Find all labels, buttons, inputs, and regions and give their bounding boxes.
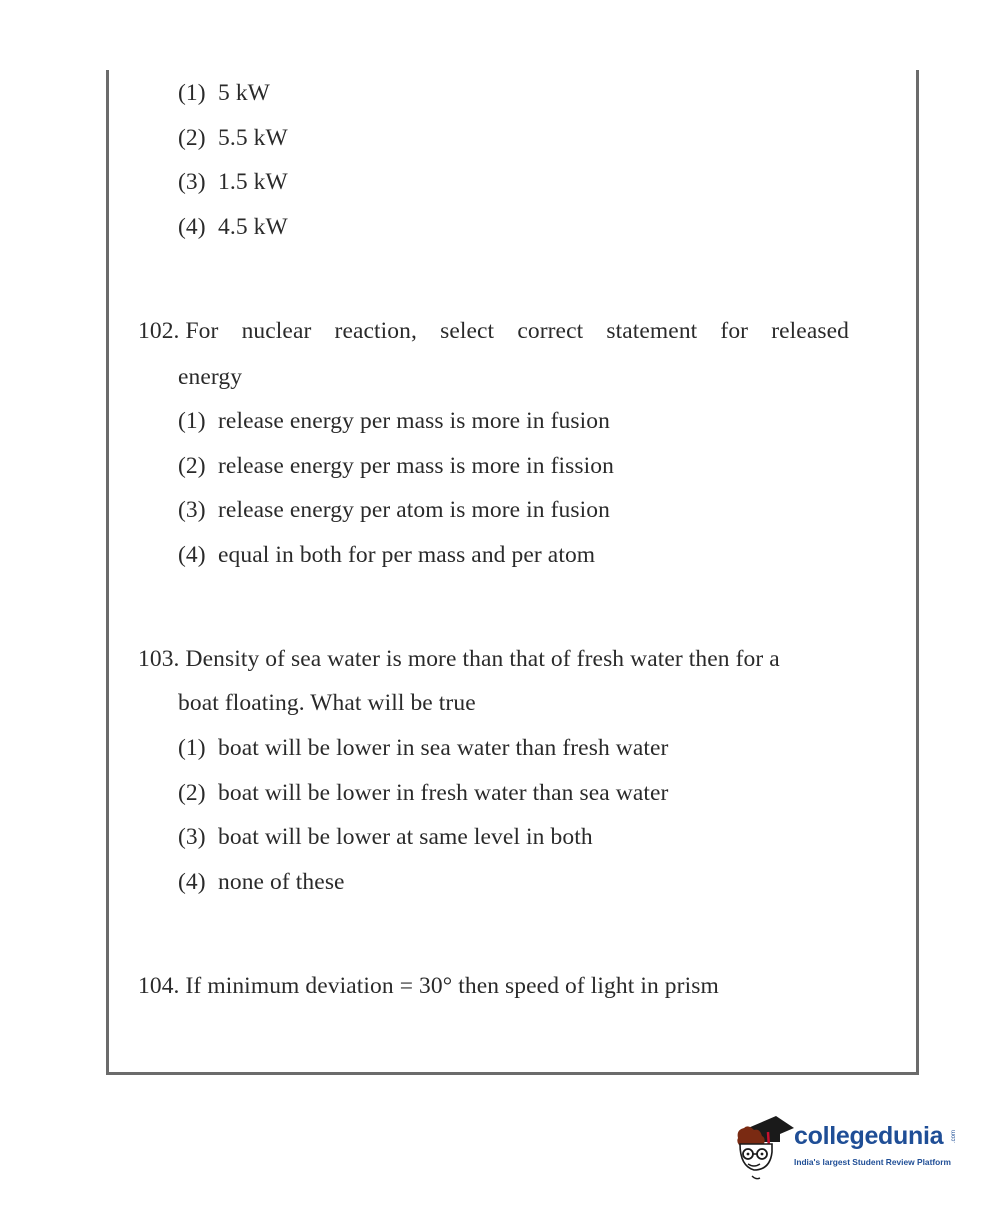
q102-stem-line2: energy: [178, 364, 243, 390]
brand-name: collegedunia: [794, 1122, 944, 1150]
q103-stem-line1: 103. Density of sea water is more than that of fresh water then for a: [138, 646, 780, 672]
collegedunia-logo[interactable]: [732, 1108, 962, 1184]
brand-dotcom: .com: [951, 1130, 957, 1144]
q101-option-1: (1) 5 kW: [178, 80, 270, 106]
q103-stem-line2: boat floating. What will be true: [178, 690, 476, 716]
q103-option-3: (3) boat will be lower at same level in both: [178, 824, 593, 850]
q103-option-4: (4) none of these: [178, 869, 345, 895]
q101-option-3: (3) 1.5 kW: [178, 169, 288, 195]
q102-stem-line1: 102. For nuclear reaction, select correct statement for released: [138, 318, 849, 344]
mascot-icon: [732, 1108, 794, 1184]
q102-option-2: (2) release energy per mass is more in fission: [178, 453, 614, 479]
q103-option-2: (2) boat will be lower in fresh water than sea water: [178, 780, 669, 806]
q104-stem-line1: 104. If minimum deviation = 30° then speed of light in prism: [138, 973, 719, 999]
q101-option-4: (4) 4.5 kW: [178, 214, 288, 240]
q102-option-3: (3) release energy per atom is more in fusion: [178, 497, 610, 523]
brand-tagline: India's largest Student Review Platform: [794, 1157, 951, 1167]
q102-option-4: (4) equal in both for per mass and per atom: [178, 542, 596, 568]
q102-option-1: (1) release energy per mass is more in fusion: [178, 408, 610, 434]
q103-option-1: (1) boat will be lower in sea water than fresh water: [178, 735, 669, 761]
q101-option-2: (2) 5.5 kW: [178, 125, 288, 151]
